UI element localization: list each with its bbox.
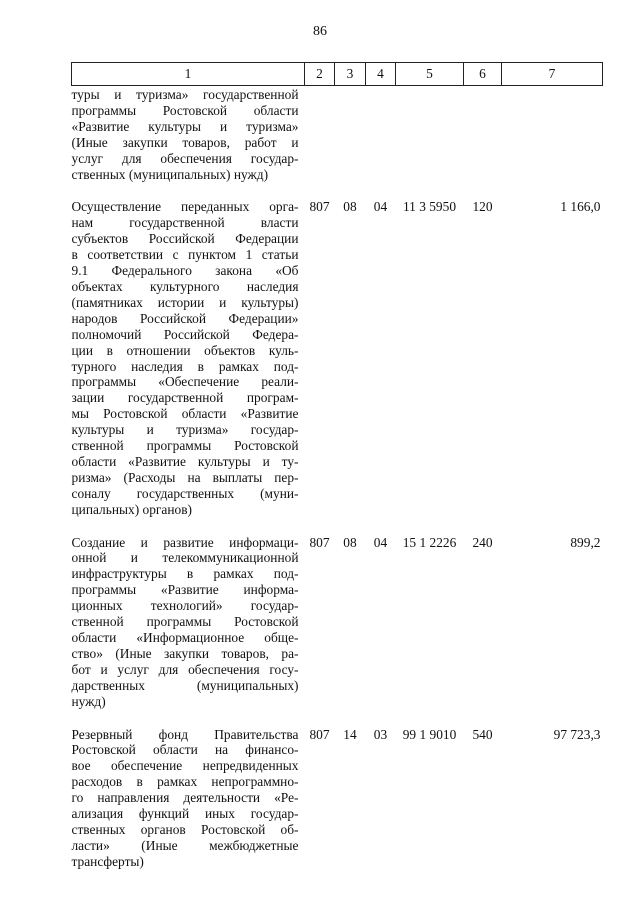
description-line: области «Развитие культуры и ту- [71,453,299,469]
ministry-code-cell: 807 [309,534,330,550]
amount-cell: 1 166,0 [560,199,601,215]
ministry-code-cell: 807 [309,199,330,215]
description-line: Создание и развитие информаци- [71,534,299,550]
column-header: 1 [72,63,305,86]
table-row [72,199,603,517]
column-header-row [72,63,603,86]
amount-cell: 97 723,3 [553,726,601,742]
ministry-code-cell: 807 [309,726,330,742]
description-cell [72,86,305,183]
description-line: ционных технологий» государ- [71,598,299,614]
description-line: ласти» (Иные межбюджетные [71,837,299,853]
table-row [72,727,603,870]
budget-table [71,62,603,870]
description-line: нужд) [71,693,106,709]
row-spacer [72,518,603,535]
description-line: программы «Развитие информа- [71,582,299,598]
row-spacer [72,710,603,727]
description-line: ственной программы Ростовской [71,614,299,630]
subsection-code-cell: 04 [373,199,388,215]
description-line: мы Ростовской области «Развитие [71,406,299,422]
table-row [72,535,603,710]
description-line: ципальных) органов) [71,501,192,517]
description-line: вое обеспечение непредвиденных [71,758,299,774]
ministry-code-cell [305,86,335,183]
spacer-cell [72,182,603,199]
target-article-cell: 99 1 9010 [402,726,457,742]
description-line: народов Российской Федерации» [71,310,299,326]
spacer-cell [72,518,603,535]
table-body [72,86,603,870]
description-line: программы Ростовской области [71,102,299,118]
description-line: турного наследия в рамках под- [71,358,299,374]
description-line: туры и туризма» государственной [71,87,299,102]
spacer-cell [72,710,603,727]
section-code-cell [335,86,366,183]
description-line: го направления деятельности «Ре- [71,790,299,806]
column-header: 3 [335,63,366,86]
expense-type-cell: 240 [472,534,493,550]
description-line: услуг для обеспечения государ- [71,150,299,166]
description-line: ственных (муниципальных) нужд) [71,166,269,182]
description-line: «Развитие культуры и туризма» [71,118,299,134]
description-cell [72,199,305,517]
description-line: полномочий Российской Федера- [71,326,299,342]
amount-cell [502,86,603,183]
description-line: соналу государственных (муни- [71,485,299,501]
description-line: области «Информационное обще- [71,630,299,645]
subsection-code-cell [366,86,396,183]
description-line: дарственных (муниципальных) [71,677,299,693]
description-line: субъектов Российской Федерации [71,231,299,247]
description-line: онной и телекоммуникационной [71,550,299,566]
description-line: расходов в рамках непрограммно- [71,774,299,790]
description-line: (памятниках истории и культуры) [71,294,299,310]
description-line: программы «Обеспечение реали- [71,374,299,390]
description-line: трансферты) [71,853,144,869]
description-line: ственных органов Ростовской об- [71,821,299,837]
description-line: ализация функций иных государ- [71,806,299,822]
table-row [72,86,603,183]
description-line: зации государственной програм- [71,390,299,406]
description-line: 9.1 Федерального закона «Об [71,263,299,279]
description-line: Осуществление переданных орга- [71,199,299,215]
subsection-code-cell: 04 [373,534,388,550]
column-header: 6 [464,63,502,86]
expense-type-cell: 120 [472,199,493,215]
description-line: Резервный фонд Правительства [71,726,299,742]
target-article-cell: 15 1 2226 [402,534,457,550]
section-code-cell: 08 [343,534,357,550]
description-line: (Иные закупки товаров, работ и [71,134,299,150]
description-cell [72,535,305,710]
description-line: культуры и туризма» государ- [71,422,299,438]
description-cell [72,727,305,870]
row-spacer [72,182,603,199]
description-line: нам государственной власти [71,215,299,231]
column-header: 5 [396,63,464,86]
description-line: ризма» (Расходы на выплаты пер- [71,469,299,485]
description-line: Ростовской области на финансо- [71,742,299,758]
expense-type-cell: 540 [472,726,493,742]
description-line: ственной программы Ростовской [71,438,299,454]
column-header: 7 [502,63,603,86]
section-code-cell: 08 [343,199,357,215]
description-line: инфраструктуры в рамках под- [71,566,299,582]
description-line: бот и услуг для обеспечения госу- [71,661,299,677]
amount-cell: 899,2 [570,534,601,550]
description-line: ство» (Иные закупки товаров, ра- [71,645,299,661]
section-code-cell: 14 [343,726,357,742]
target-article-cell [396,86,464,183]
subsection-code-cell: 03 [373,726,388,742]
description-line: ции в отношении объектов куль- [71,342,299,358]
page-number: 86 [313,24,327,39]
column-header: 2 [305,63,335,86]
description-line: в соответствии с пунктом 1 статьи [71,247,299,263]
target-article-cell: 11 3 5950 [402,199,457,215]
column-header: 4 [366,63,396,86]
expense-type-cell [464,86,502,183]
description-line: объектах культурного наследия [71,278,299,294]
